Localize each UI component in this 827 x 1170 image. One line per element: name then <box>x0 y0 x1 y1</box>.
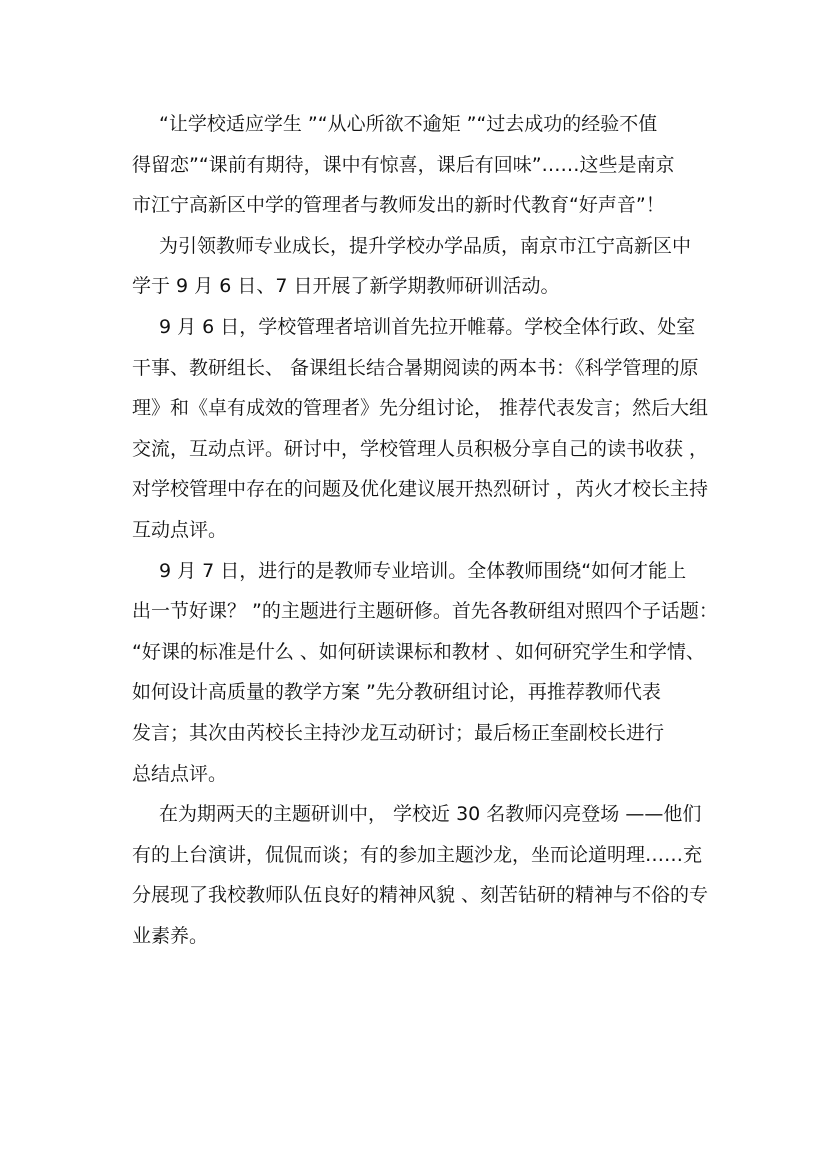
text-line: 对学校管理中存在的问题及优化建议展开热烈研讨 ，芮火才校长主持 <box>132 478 709 501</box>
text-line: 市江宁高新区中学的管理者与教师发出的新时代教育“好声音”！ <box>132 194 665 217</box>
text-line: 业素养。 <box>132 924 209 947</box>
text-line: 有的上台演讲，侃侃而谈；有的参加主题沙龙，坐而论道明理……充 <box>132 843 703 866</box>
article-body <box>132 104 718 956</box>
paragraph-day-one <box>132 307 709 551</box>
paragraph-day-two <box>132 551 718 795</box>
text-line: 得留恋”“课前有期待，课中有惊喜，课后有回味”……这些是南京 <box>132 153 675 176</box>
text-line: 互动点评。 <box>132 518 228 541</box>
text-line: 理》和《卓有成效的管理者》先分组讨论， 推荐代表发言；然后大组 <box>132 397 709 420</box>
paragraph-overview <box>132 226 702 307</box>
text-line: 总结点评。 <box>132 762 228 785</box>
text-line: 出一节好课？ ”的主题进行主题研修。首先各教研组对照四个子话题： <box>132 600 718 623</box>
text-line: 干事、教研组长、 备课组长结合暑期阅读的两本书：《科学管理的原 <box>132 356 699 379</box>
text-line: “好课的标准是什么 、如何研读课标和教材 、如何研究学生和学情、 <box>132 640 705 663</box>
text-line: 交流，互动点评。研讨中，学校管理人员积极分享自己的读书收获 ， <box>132 437 709 460</box>
text-line: “让学校适应学生 ”“从心所欲不逾矩 ”“过去成功的经验不值 <box>159 113 658 135</box>
text-line: 分展现了我校教师队伍良好的精神风貌 、刻苦钻研的精神与不俗的专 <box>132 884 709 907</box>
text-line: 学于 9 月 6 日、7 日开展了新学期教师研训活动。 <box>132 275 560 298</box>
paragraph-summary <box>132 794 709 956</box>
text-line: 9 月 6 日，学校管理者培训首先拉开帷幕。学校全体行政、处室 <box>159 315 696 338</box>
text-line: 发言；其次由芮校长主持沙龙互动研讨；最后杨正奎副校长进行 <box>132 721 665 744</box>
text-line: 在为期两天的主题研训中， 学校近 30 名教师闪亮登场 ——他们 <box>159 803 702 826</box>
text-line: 为引领教师专业成长，提升学校办学品质，南京市江宁高新区中 <box>159 234 692 257</box>
paragraph-intro <box>132 104 702 226</box>
text-line: 9 月 7 日，进行的是教师专业培训。全体教师围绕“如何才能上 <box>159 559 687 582</box>
text-line: 如何设计高质量的教学方案 ”先分教研组讨论，再推荐教师代表 <box>132 681 661 704</box>
